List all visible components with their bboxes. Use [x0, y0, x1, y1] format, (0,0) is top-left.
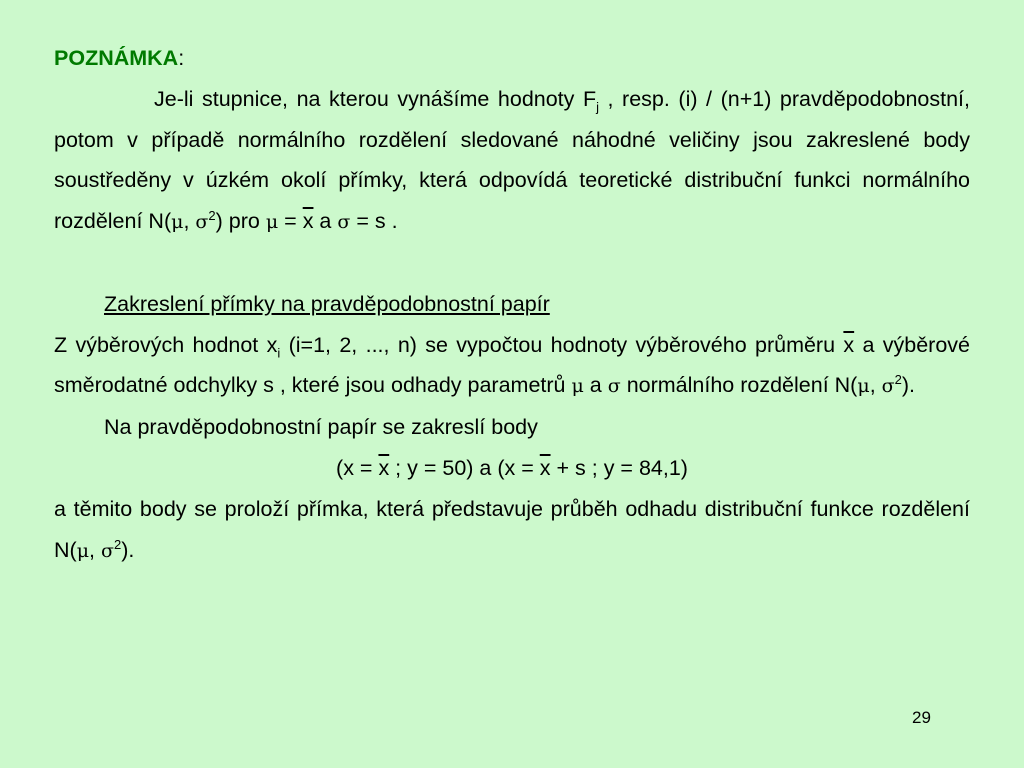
paragraph-plot-points: Na pravděpodobnostní papír se zakreslí body	[104, 415, 538, 440]
blank-line	[54, 243, 970, 284]
formula-points: ($x = \overline{x}$ ; y = 50) a ($x = \overline{x} + s$ ; y = 84,1)	[336, 455, 688, 480]
page-number: 29	[912, 708, 931, 727]
paragraph-sample-values: Z výběrových hodnot $x_i$ (i=1, 2, ..., n) se vypočtou hodnoty výběrového průměru $\overline{x}$ a výběrové směrodatné odchylky s , které jsou odhady parametrů μ a σ normálního rozdělení N(μ, $\sigma^2$).	[54, 332, 970, 398]
slide-content	[54, 38, 970, 571]
subheading: Zakreslení přímky na pravděpodobnostní papír	[104, 291, 550, 316]
paragraph-line-fit: a těmito body se proloží přímka, která představuje průběh odhadu distribuční funkce rozdělení N(μ, $\sigma^2$).	[54, 496, 970, 562]
note-heading: POZNÁMKA:	[54, 46, 185, 70]
paragraph-probability-paper: Je-li stupnice, na kterou vynášíme hodnoty $F_j$ , resp. (i) / (n+1) pravděpodobnostní, potom v případě normálního rozdělení sledované náhodné veličiny jsou zakreslené body soustředěny v úzkém okolí přímky, která odpovídá teoretické distribuční funkci normálního rozdělení N(μ, $\sigma^2$) pro $\mu = \overline{x}$ a σ = s .	[54, 86, 970, 234]
